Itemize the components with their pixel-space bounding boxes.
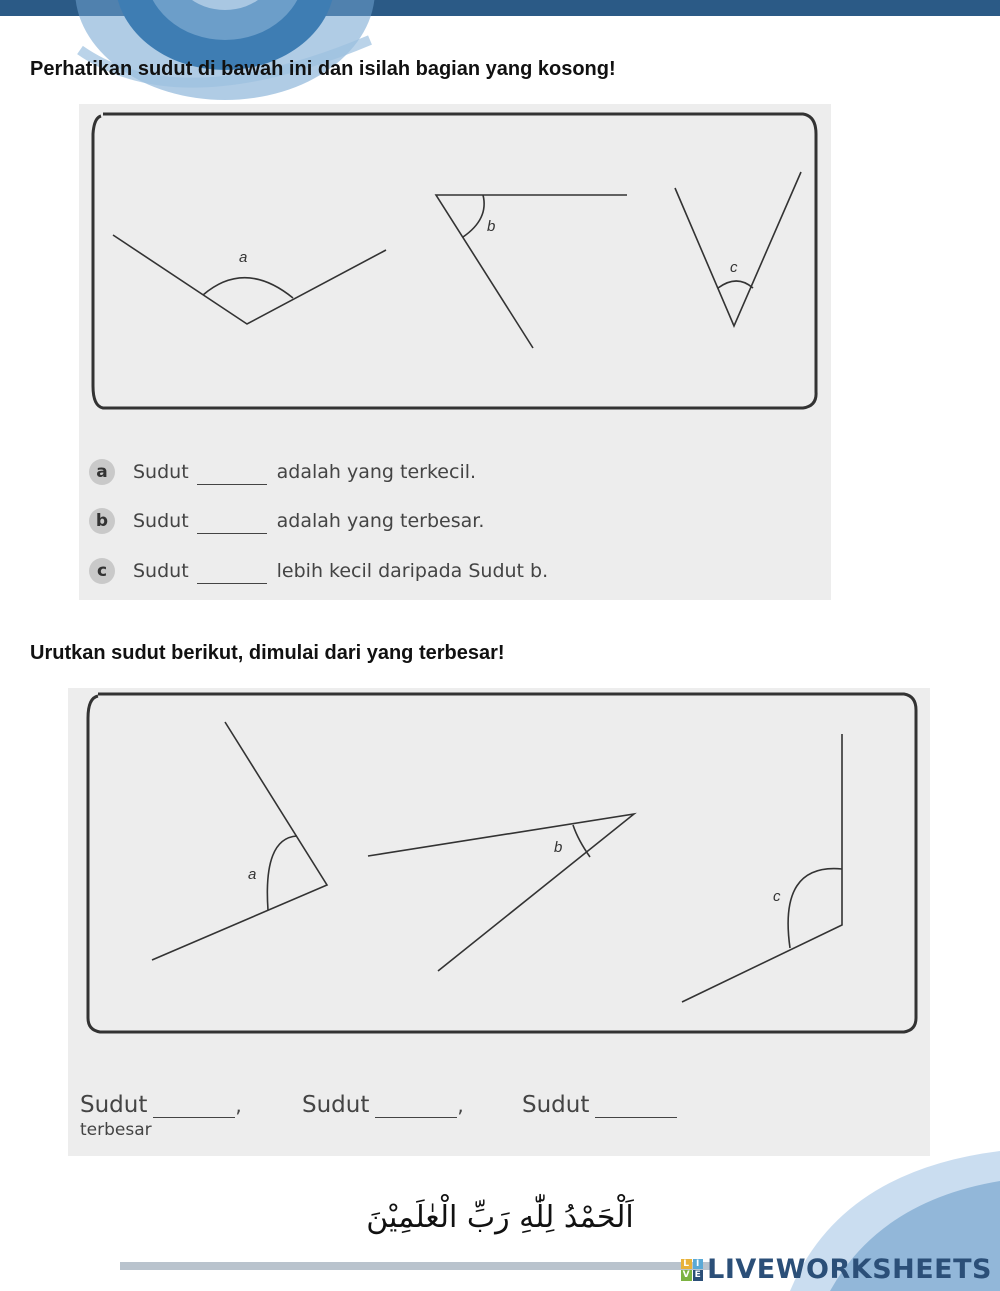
question-suffix: lebih kecil daripada Sudut b. [276, 560, 549, 582]
question-badge: a [89, 459, 115, 485]
angle-c-shape [682, 734, 842, 1002]
question-row [89, 505, 484, 537]
order-input-1[interactable] [153, 1095, 235, 1118]
arabic-phrase: اَلْحَمْدُ لِلّٰهِ رَبِّ الْعٰلَمِيْنَ [366, 1200, 634, 1235]
comma: , [235, 1093, 242, 1117]
question-prefix: Sudut [133, 560, 189, 582]
section2-heading: Urutkan sudut berikut, dimulai dari yang terbesar! [30, 642, 505, 664]
answer-sub-label: terbesar [80, 1120, 152, 1140]
answer-slot-3 [522, 1092, 677, 1118]
angle-b-shape [368, 814, 634, 971]
brand-name: LIVEWORKSHEETS [707, 1254, 992, 1285]
answer-word: Sudut [302, 1092, 370, 1118]
answer-input-smaller-than-b[interactable] [197, 559, 267, 584]
answer-word: Sudut [522, 1092, 590, 1118]
angles-panel-1 [79, 104, 831, 600]
answer-input-largest[interactable] [197, 509, 267, 534]
question-prefix: Sudut [133, 461, 189, 483]
question-badge: c [89, 558, 115, 584]
answer-input-smallest[interactable] [197, 460, 267, 485]
section1-heading: Perhatikan sudut di bawah ini dan isilah bagian yang kosong! [30, 58, 616, 80]
angle-a-shape [113, 235, 386, 324]
globe-decoration [60, 0, 390, 110]
angles-figure-2 [68, 688, 930, 1156]
question-suffix: adalah yang terbesar. [276, 510, 485, 532]
angles-panel-2 [68, 688, 930, 1156]
question-row [89, 555, 548, 587]
question-prefix: Sudut [133, 510, 189, 532]
answer-slot-1 [80, 1092, 242, 1140]
order-input-2[interactable] [375, 1095, 457, 1118]
liveworksheets-logo [681, 1254, 992, 1285]
angle-label-c: c [730, 259, 738, 276]
comma: , [457, 1093, 464, 1117]
angle-a-shape [152, 722, 327, 960]
angle-label-b: b [554, 839, 563, 856]
order-input-3[interactable] [595, 1095, 677, 1118]
angle-c-shape [675, 172, 801, 326]
question-row [89, 456, 476, 488]
question-suffix: adalah yang terkecil. [276, 461, 477, 483]
bottom-rule [120, 1262, 710, 1270]
answer-word: Sudut [80, 1092, 148, 1118]
angle-label-c: c [773, 888, 781, 905]
angle-b-shape [436, 195, 627, 348]
angle-label-a: a [248, 866, 257, 883]
angle-label-a: a [239, 249, 248, 266]
answer-slot-2 [302, 1092, 464, 1118]
brand-logo-icon: L I V E [682, 1258, 702, 1280]
angle-label-b: b [487, 218, 496, 235]
question-badge: b [89, 508, 115, 534]
